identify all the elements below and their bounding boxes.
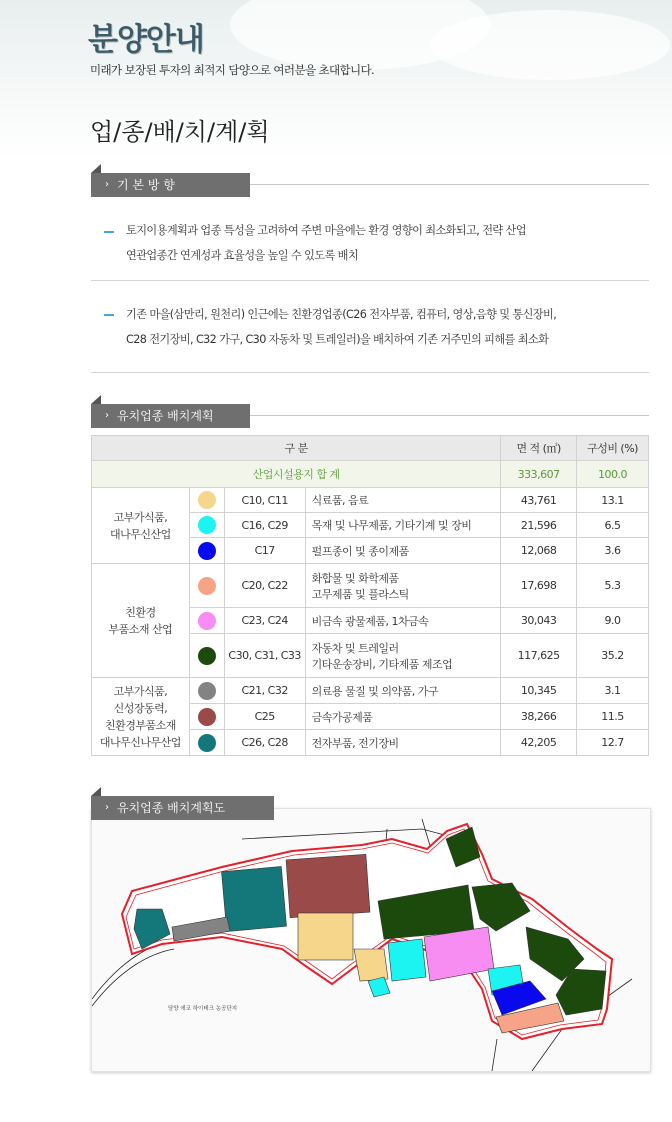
legend-cell xyxy=(189,538,224,564)
paragraph xyxy=(126,218,526,268)
site-map-drawing xyxy=(92,809,650,1071)
column-header: 구 분 xyxy=(92,436,501,461)
category-line: 친환경부품소재 xyxy=(104,718,176,732)
chevron-right-icon: › xyxy=(105,802,109,813)
area-cell: 42,205 xyxy=(501,730,577,756)
paragraph xyxy=(126,302,556,352)
tab-label: 유치업종 배치계획 xyxy=(117,409,214,423)
area-cell: 17,698 xyxy=(501,564,577,608)
legend-cell xyxy=(189,730,224,756)
area-cell: 12,068 xyxy=(501,538,577,564)
area-cell: 21,596 xyxy=(501,513,577,538)
parcel-c16-c29 xyxy=(388,939,426,981)
code-cell: C10, C11 xyxy=(224,488,305,513)
parcel-c16-c29-small xyxy=(368,977,390,997)
code-cell: C26, C28 xyxy=(224,730,305,756)
ratio-cell: 3.6 xyxy=(577,538,649,564)
page-subtitle: 미래가 보장된 투자의 최적지 담양으로 여러분을 초대합니다. xyxy=(90,63,375,77)
ratio-cell: 6.5 xyxy=(577,513,649,538)
total-area: 333,607 xyxy=(501,461,577,488)
industry-cell: 식료품, 음료 xyxy=(305,488,501,513)
ratio-cell: 11.5 xyxy=(577,704,649,730)
industry-cell xyxy=(305,634,501,678)
color-dot-icon xyxy=(198,647,216,665)
category-cell xyxy=(92,488,190,564)
industry-line: 고무제품 및 플라스틱 xyxy=(311,587,409,601)
divider xyxy=(250,184,649,185)
legend-cell xyxy=(189,488,224,513)
color-dot-icon xyxy=(198,682,216,700)
category-line: 대나무신산업 xyxy=(110,527,171,541)
industry-cell: 의료용 물질 및 의약품, 가구 xyxy=(305,678,501,704)
legend-cell xyxy=(189,678,224,704)
column-header: 구성비 (%) xyxy=(577,436,649,461)
legend-cell xyxy=(189,608,224,634)
ratio-cell: 3.1 xyxy=(577,678,649,704)
layout-map xyxy=(91,808,651,1072)
road-line xyxy=(492,1039,497,1071)
table-header-row xyxy=(92,436,649,461)
industry-cell: 비금속 광물제품, 1차금속 xyxy=(305,608,501,634)
page-title: 분양안내 xyxy=(88,22,204,58)
bullet-icon xyxy=(104,314,114,316)
section-title: 업/종/배/치/계/획 xyxy=(90,118,270,146)
ratio-cell: 13.1 xyxy=(577,488,649,513)
category-line: 고부가식품, xyxy=(113,684,168,698)
category-line: 신성장동력, xyxy=(113,701,168,715)
code-cell: C20, C22 xyxy=(224,564,305,608)
table-row xyxy=(92,564,649,608)
ratio-cell: 35.2 xyxy=(577,634,649,678)
code-cell: C23, C24 xyxy=(224,608,305,634)
industry-cell xyxy=(305,564,501,608)
area-cell: 117,625 xyxy=(501,634,577,678)
tab-layout-map xyxy=(91,796,274,820)
legend-cell xyxy=(189,704,224,730)
chevron-right-icon: › xyxy=(105,179,109,190)
category-line: 대나무신나무산업 xyxy=(99,735,181,749)
legend-cell xyxy=(189,634,224,678)
code-cell: C16, C29 xyxy=(224,513,305,538)
table-total-row xyxy=(92,461,649,488)
color-dot-icon xyxy=(198,542,216,560)
paragraph-line: C28 전기장비, C32 가구, C30 자동차 및 트레일러)을 배치하여 기존 거주민의 피해를 최소화 xyxy=(126,333,549,346)
color-dot-icon xyxy=(198,491,216,509)
industry-cell: 전자부품, 전기장비 xyxy=(305,730,501,756)
color-dot-icon xyxy=(198,734,216,752)
parcel-c25 xyxy=(286,854,370,917)
industry-line: 화합물 및 화학제품 xyxy=(311,571,399,585)
area-cell: 43,761 xyxy=(501,488,577,513)
industry-cell: 펄프종이 및 종이제품 xyxy=(305,538,501,564)
legend-cell xyxy=(189,513,224,538)
color-dot-icon xyxy=(198,577,216,595)
area-cell: 38,266 xyxy=(501,704,577,730)
area-cell: 30,043 xyxy=(501,608,577,634)
bullet-icon xyxy=(104,231,114,233)
divider xyxy=(91,280,649,281)
paragraph-line: 기존 마을(삼만리, 원천리) 인근에는 친환경업종(C26 전자부품, 컴퓨터, 영상,음향 및 통신장비, xyxy=(126,308,557,321)
ratio-cell: 9.0 xyxy=(577,608,649,634)
parcel-c10-c11 xyxy=(298,913,353,960)
industry-line: 기타운송장비, 기타제품 제조업 xyxy=(311,657,453,671)
divider xyxy=(250,415,649,416)
paragraph-line: 토지이용계획과 업종 특성을 고려하여 주변 마을에는 환경 영향이 최소화되고, 전략 산업 xyxy=(126,224,526,237)
color-dot-icon xyxy=(198,708,216,726)
column-header: 면 적 (㎡) xyxy=(501,436,577,461)
total-label: 산업시설용지 합 계 xyxy=(92,461,501,488)
ratio-cell: 5.3 xyxy=(577,564,649,608)
industry-cell: 금속가공제품 xyxy=(305,704,501,730)
table-row xyxy=(92,678,649,704)
category-cell xyxy=(92,564,190,678)
category-line: 친환경 xyxy=(125,605,156,619)
map-label: 담양 에코 하이테크 농공단지 xyxy=(168,1006,238,1012)
table-row xyxy=(92,488,649,513)
area-cell: 10,345 xyxy=(501,678,577,704)
divider xyxy=(91,372,649,373)
parcel-c26-c28 xyxy=(221,866,286,931)
category-line: 고부가식품, xyxy=(113,510,168,524)
tab-label: 유치업종 배치계획도 xyxy=(117,801,226,815)
code-cell: C25 xyxy=(224,704,305,730)
tab-label: 기 본 방 향 xyxy=(117,178,175,192)
cloud-decoration xyxy=(430,10,670,80)
chevron-right-icon: › xyxy=(105,410,109,421)
total-ratio: 100.0 xyxy=(577,461,649,488)
code-cell: C17 xyxy=(224,538,305,564)
industry-line: 자동차 및 트레일러 xyxy=(311,641,399,655)
parcel-c10-c11-east xyxy=(354,949,388,981)
color-dot-icon xyxy=(198,612,216,630)
tab-industry-plan xyxy=(91,404,250,428)
industry-cell: 목재 및 나무제품, 기타기계 및 장비 xyxy=(305,513,501,538)
road-line xyxy=(242,829,452,839)
legend-cell xyxy=(189,564,224,608)
code-cell: C21, C32 xyxy=(224,678,305,704)
code-cell: C30, C31, C33 xyxy=(224,634,305,678)
color-dot-icon xyxy=(198,516,216,534)
category-cell xyxy=(92,678,190,756)
paragraph-line: 연관업종간 연계성과 효율성을 높일 수 있도록 배치 xyxy=(126,249,359,262)
category-line: 부품소재 산업 xyxy=(108,622,173,636)
industry-plan-table xyxy=(91,435,649,756)
tab-basic-direction xyxy=(91,173,250,197)
ratio-cell: 12.7 xyxy=(577,730,649,756)
